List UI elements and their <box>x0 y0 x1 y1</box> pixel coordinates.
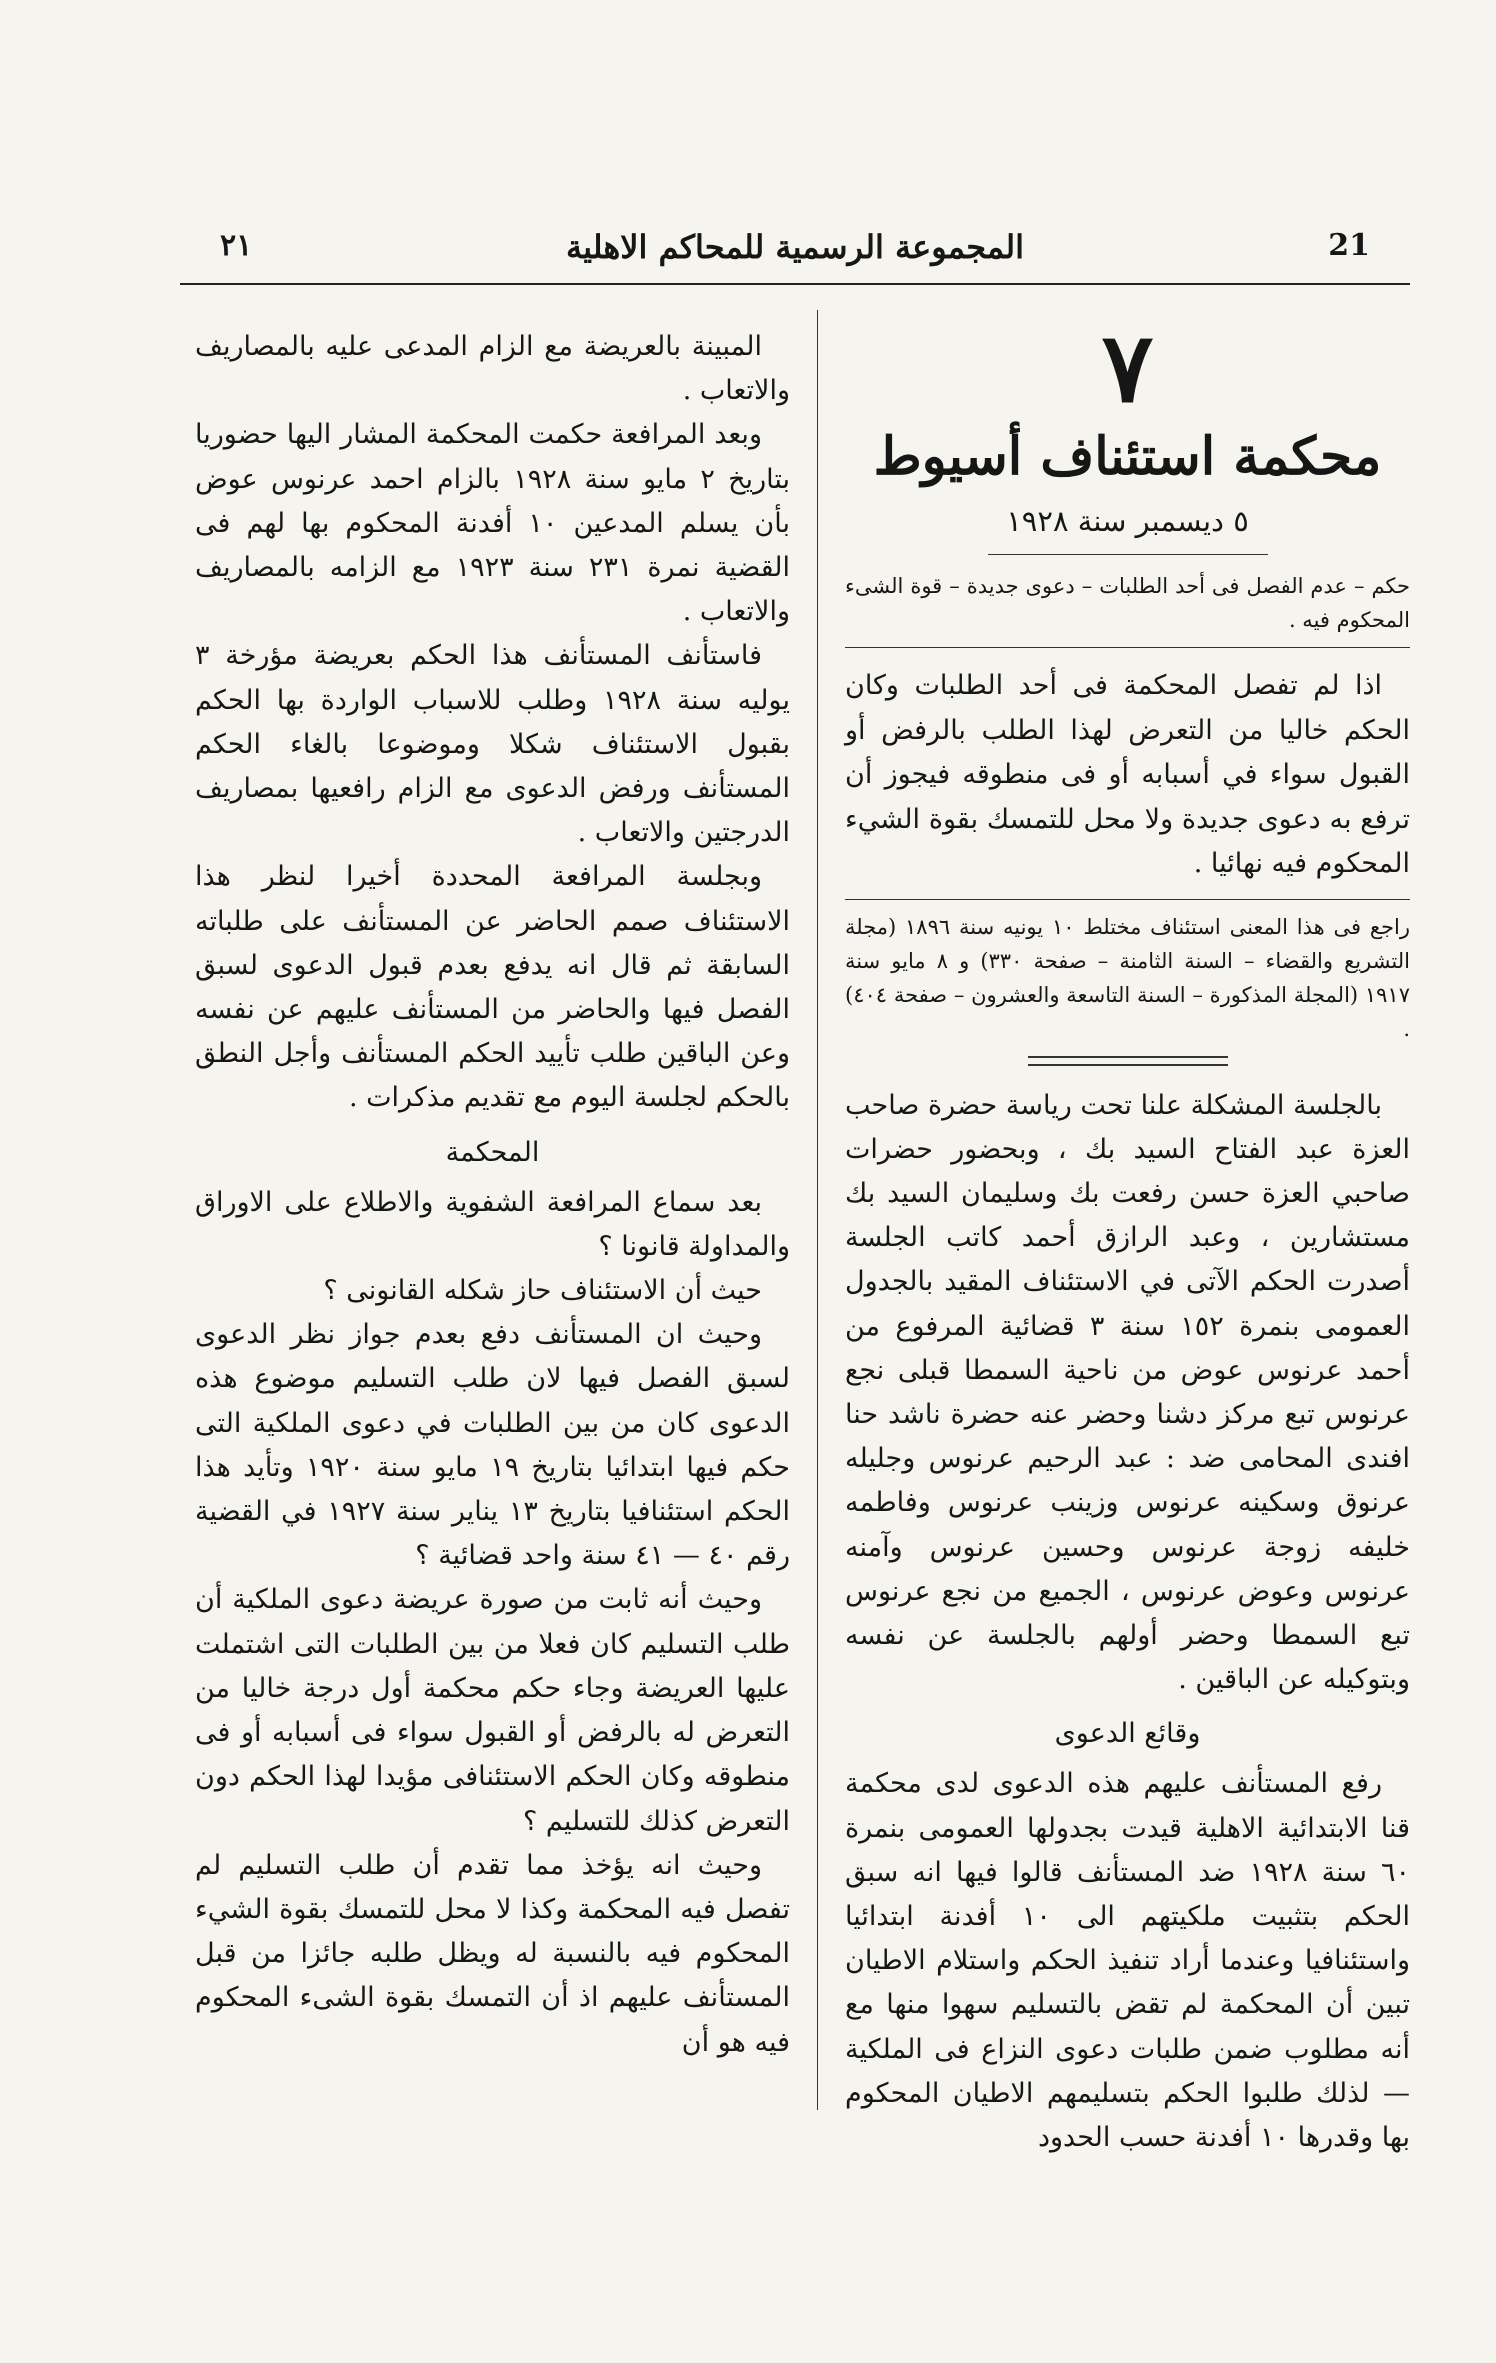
reference-note: راجع فى هذا المعنى استئناف مختلط ١٠ يونيه سنة ١٨٩٦ (مجلة التشريع والقضاء – السنة الثامنة – صفحة ٣٣٠) و ٨ مايو سنة ١٩١٧ (المجلة المذكورة – السنة التاسعة والعشرون – صفحة ٤٠٤) . <box>845 899 1410 1046</box>
left-column <box>195 325 790 2065</box>
paragraph: المبينة بالعريضة مع الزام المدعى عليه بالمصاريف والاتعاب . <box>195 331 790 407</box>
paragraph: وبعد المرافعة حكمت المحكمة المشار اليها حضوريا بتاريخ ٢ مايو سنة ١٩٢٨ بالزام احمد عرنوس عوض بأن يسلم المدعين ١٠ أفدنة المحكوم بها لهم فى القضية نمرة ٢٣١ سنة ١٩٢٣ مع الزامه بالمصاريف والاتعاب . <box>195 419 790 628</box>
court-title: محكمة استئناف أسيوط <box>873 426 1382 487</box>
right-column <box>845 311 1411 2160</box>
running-title: المجموعة الرسمية للمحاكم الاهلية <box>565 228 1025 266</box>
paragraph: فاستأنف المستأنف هذا الحكم بعريضة مؤرخة ٣ يوليه سنة ١٩٢٨ وطلب للاسباب الواردة بها الحكم بقبول الاستئناف شكلا وموضوعا بالغاء الحكم المستأنف ورفض الدعوى مع الزام رافعيها بمصاريف الدرجتين والاتعاب . <box>195 640 790 849</box>
paragraph: وبجلسة المرافعة المحددة أخيرا لنظر هذا الاستئناف صمم الحاضر عن المستأنف على طلباته السابقة ثم قال انه يدفع بعدم قبول الدعوى لسبق الفصل فيها والحاضر من المستأنف عليهم عن نفسه وعن الباقين طلب تأييد الحكم المستأنف وأجل النطق بالحكم لجلسة اليوم مع تقديم مذكرات . <box>195 861 790 1114</box>
paragraph: حيث أن الاستئناف حاز شكله القانونى ؟ <box>323 1275 762 1307</box>
header-rule <box>180 283 1410 285</box>
paragraph: بعد سماع المرافعة الشفوية والاطلاع على الاوراق والمداولة قانونا ؟ <box>195 1186 790 1262</box>
facts-paragraph: رفع المستأنف عليهم هذه الدعوى لدى محكمة قنا الابتدائية الاهلية قيدت بجدولها العمومى بنمرة ٦٠ سنة ١٩٢٨ ضد المستأنف قالوا فيها انه سبق الحكم بتثبيت ملكيتهم الى ١٠ أفدنة ابتدائيا واستئنافيا وعندما أراد تنفيذ الحكم واستلام الاطيان تبين أن المحكمة لم تقض بالتسليم سهوا منها مع أنه مطلوب ضمن طلبات دعوى النزاع فى الملكية — لذلك طلبوا الحكم بتسليمهم الاطيان المحكوم بها وقدرها ١٠ أفدنة حسب الحدود <box>845 1768 1410 2153</box>
page-number-arabic: ٢١ <box>220 228 253 263</box>
page-number-latin: 21 <box>1328 228 1370 263</box>
paragraph: وحيث أنه ثابت من صورة عريضة دعوى الملكية أن طلب التسليم كان فعلا من بين الطلبات التى اشتملت عليها العريضة وجاء حكم محكمة أول درجة خاليا من التعرض له بالرفض أو القبول سواء فى أسبابه أو فى منطوقه وكان الحكم الاستئنافى مؤيدا لهذا الحكم دون التعرض كذلك للتسليم ؟ <box>195 1584 790 1837</box>
title-rule <box>988 554 1268 555</box>
double-rule <box>1028 1056 1228 1066</box>
session-paragraph: بالجلسة المشكلة علنا تحت رياسة حضرة صاحب العزة عبد الفتاح السيد بك ، وبحضور حضرات صاحبي العزة حسن رفعت بك وسليمان السيد بك مستشارين ، وعبد الرازق أحمد كاتب الجلسة أصدرت الحكم الآتى في الاستئناف المقيد بالجدول العمومى بنمرة ١٥٢ سنة ٣ قضائية المرفوع من أحمد عرنوس عوض من ناحية السمطا قبلى نجع عرنوس تبع مركز دشنا وحضر عنه حضرة ناشد حنا افندى المحامى ضد : عبد الرحيم عرنوس وجليله عرنوق وسكينه عرنوس وزينب عرنوس وفاطمه خليفه زوجة عرنوس وحسين عرنوس وآمنه عرنوس وعوض عرنوس ، الجميع من نجع عرنوس تبع السمطا وحضر أولهم بالجلسة عن نفسه وبتوكيله عن الباقين . <box>845 1089 1411 1696</box>
facts-heading: وقائع الدعوى <box>1054 1718 1201 1750</box>
judgment-date: ٥ ديسمبر سنة ١٩٢٨ <box>1006 504 1249 538</box>
case-number: ٧ <box>1101 311 1154 424</box>
keywords: حكم – عدم الفصل فى أحد الطلبات – دعوى جديدة – قوة الشىء المحكوم فيه . <box>845 574 1410 632</box>
court-heading: المحكمة <box>445 1136 540 1168</box>
paragraph: وحيث انه يؤخذ مما تقدم أن طلب التسليم لم تفصل فيه المحكمة وكذا لا محل للتمسك بقوة الشيء المحكوم فيه بالنسبة له ويظل طلبه جائزا من قبل المستأنف عليهم اذ أن التمسك بقوة الشىء المحكوم فيه هو أن <box>195 1849 790 2058</box>
keywords-rule <box>845 647 1410 648</box>
paragraph: وحيث ان المستأنف دفع بعدم جواز نظر الدعوى لسبق الفصل فيها لان طلب التسليم موضوع هذه الدعوى كان من بين الطلبات في دعوى الملكية التى حكم فيها ابتدائيا بتاريخ ١٩ مايو سنة ١٩٢٠ وتأيد هذا الحكم استئنافيا بتاريخ ١٣ يناير سنة ١٩٢٧ في القضية رقم ٤٠ — ٤١ سنة واحد قضائية ؟ <box>195 1319 791 1572</box>
page-header <box>180 228 1410 278</box>
column-divider <box>817 310 818 2110</box>
legal-principle: اذا لم تفصل المحكمة فى أحد الطلبات وكان الحكم خاليا من التعرض لهذا الطلب بالرفض أو القبول سواء في أسبابه أو فى منطوقه فيجوز أن ترفع به دعوى جديدة ولا محل للتمسك بقوة الشيء المحكوم فيه نهائيا . <box>845 670 1410 879</box>
